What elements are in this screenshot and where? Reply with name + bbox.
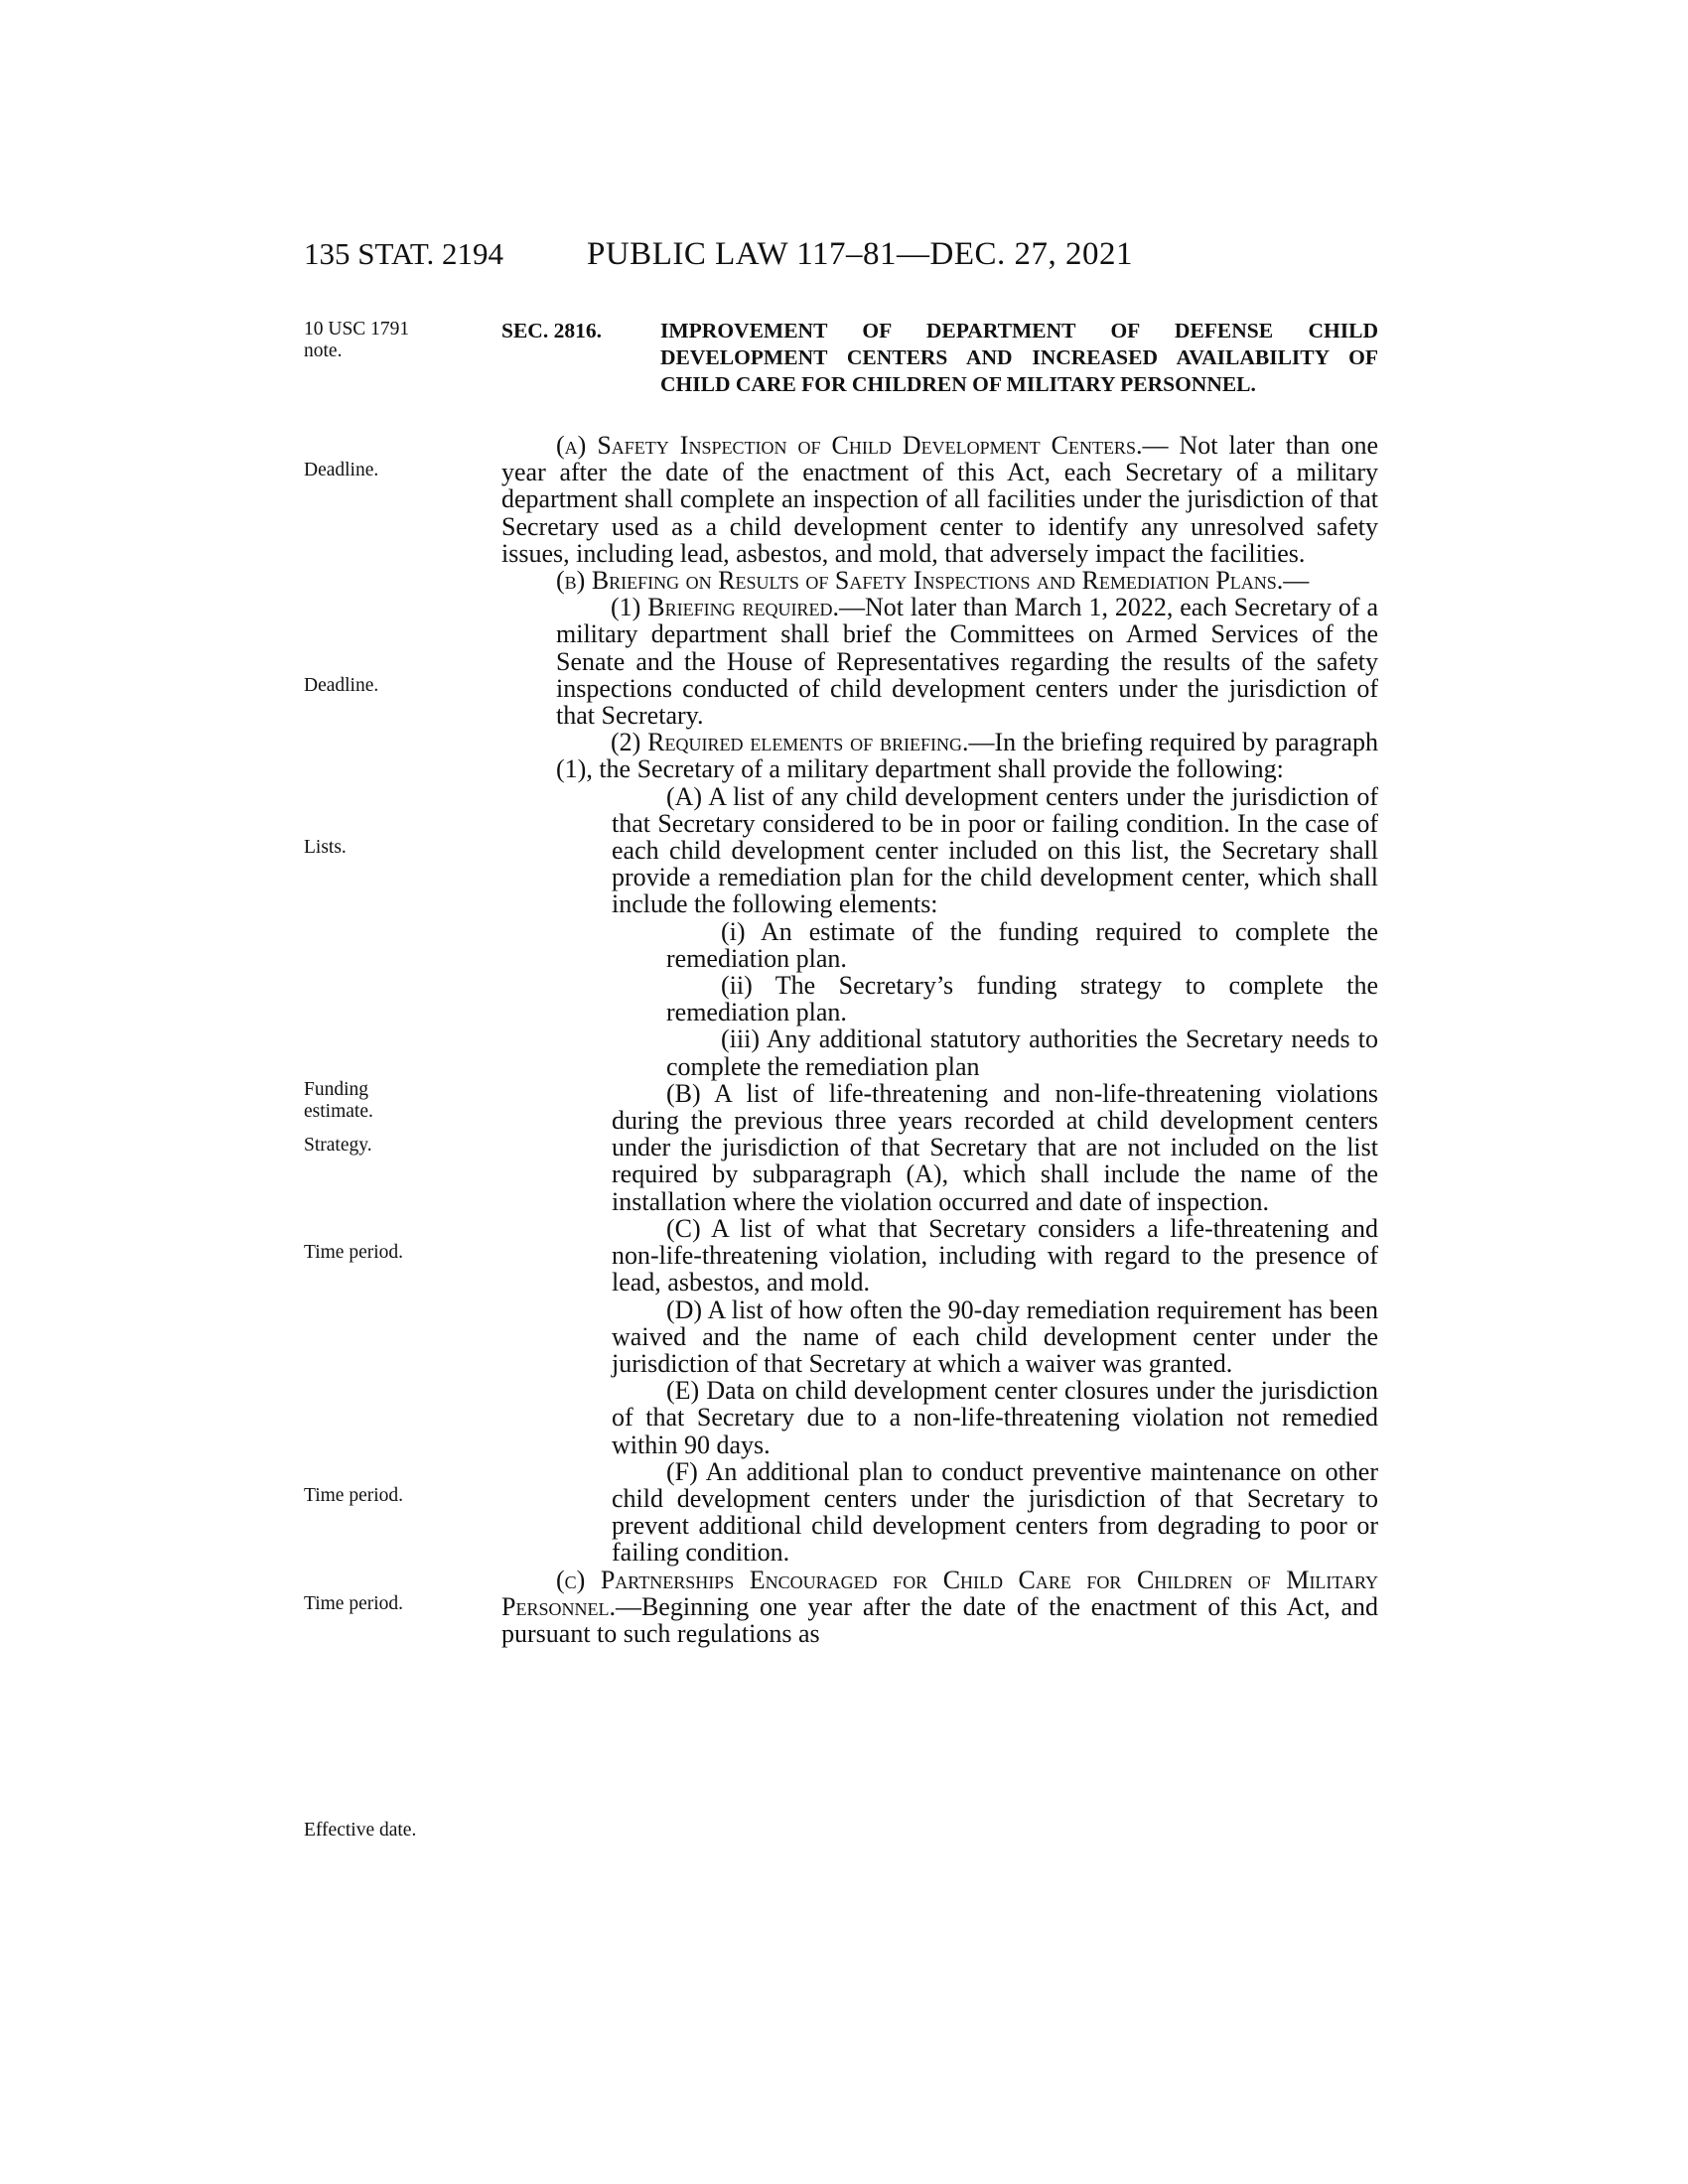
subparagraph-b: (B) A list of life-threatening and non-life-threatening violations during the previous three years recorded at child development centers under the jurisdiction of that Secretary that are not included on the list required by subparagraph (A), which shall include the name of the installation where the violation occurred and date of inspection. — [612, 1078, 1378, 1216]
subparagraph-e: (E) Data on child development center closures under the jurisdiction of that Secretary due to a non-life-threatening violation not remedied within 90 days. — [612, 1376, 1378, 1459]
subsection-a-text: Not later than one year after the date of the enactment of this Act, each Secretary of a military department shall complete an inspection of all facilities under the jurisdiction of that Secretary used as a child development center to identify any unresolved safety issues, including lead, asbestos, and mold, that adversely impact the facilities. — [501, 431, 1379, 568]
section-title: IMPROVEMENT OF DEPARTMENT OF DEFENSE CHILD DEVELOPMENT CENTERS AND INCREASED AVAILABILITY OF CHILD CARE FOR CHILDREN OF MILITARY PERSONNEL. — [660, 319, 1378, 396]
clause-iii: (iii) Any additional statutory authorities the Secretary needs to complete the remediation plan — [666, 1024, 1378, 1081]
subsection-c-text: —Beginning one year after the date of the enactment of this Act, and pursuant to such regulations as — [501, 1591, 1378, 1648]
subparagraph-d: (D) A list of how often the 90-day remediation requirement has been waived and the name of each child development center under the jurisdiction of that Secretary at which a waiver was granted. — [612, 1295, 1378, 1378]
margin-note-funding: Funding estimate. — [304, 1079, 373, 1122]
subsection-c — [501, 1567, 1378, 1648]
margin-note-effective-date: Effective date. — [304, 1820, 417, 1841]
margin-note-lists: Lists. — [304, 837, 347, 858]
margin-note-deadline: Deadline. — [304, 460, 379, 480]
margin-note-time-period: Time period. — [304, 1242, 404, 1263]
section-body — [501, 432, 1378, 1647]
public-law-title: PUBLIC LAW 117–81—DEC. 27, 2021 — [587, 236, 1134, 272]
subparagraph-f: (F) An additional plan to conduct preventive maintenance on other child development centers under the jurisdiction of that Secretary to prevent additional child development centers from degrading to poor or failing condition. — [612, 1456, 1378, 1568]
subparagraph-c: (C) A list of what that Secretary considers a life-threatening and non-life-threatening violation, including with regard to the presence of lead, asbestos, and mold. — [612, 1213, 1378, 1297]
section-number: SEC. 2816. — [501, 319, 602, 342]
paragraph-b1-text: —Not later than March 1, 2022, each Secretary of a military department shall brief the Committees on Armed Services of the Senate and the House of Representatives regarding the results of the safety inspections conducted of child development centers under the jurisdiction of that Secretary. — [556, 593, 1378, 731]
page-header — [304, 236, 1376, 286]
clause-i: (i) An estimate of the funding required to complete the remediation plan. — [666, 916, 1378, 973]
paragraph-b2-heading: (2) Required elements of briefing. — [611, 728, 969, 757]
margin-note-deadline: Deadline. — [304, 675, 379, 696]
subparagraph-a: (A) A list of any child development centers under the jurisdiction of that Secretary considered to be in poor or failing condition. In the case of each child development center included on this list, the Secretary shall provide a remediation plan for the child development center, which shall include the following elements: — [612, 781, 1378, 919]
statute-page-number: 135 STAT. 2194 — [304, 236, 504, 271]
margin-note-time-period: Time period. — [304, 1593, 404, 1614]
paragraph-b2 — [556, 729, 1378, 782]
section-heading — [501, 318, 1378, 396]
margin-note-time-period: Time period. — [304, 1485, 404, 1506]
subsection-c-heading: (c) Partnerships Encouraged for Child Care for Children of Military Personnel. — [501, 1565, 1378, 1621]
margin-note-usc: 10 USC 1791 note. — [304, 319, 410, 361]
subsection-a — [501, 432, 1378, 567]
paragraph-b1-heading: (1) Briefing required. — [611, 593, 839, 622]
paragraph-b2-text: —In the briefing required by paragraph (1), the Secretary of a military department shall provide the following: — [556, 728, 1378, 784]
subsection-b-heading: (b) Briefing on Results of Safety Inspections and Remediation Plans.— — [556, 566, 1310, 596]
subsection-a-heading: (a) Safety Inspection of Child Development Centers.— — [556, 431, 1169, 460]
margin-note-strategy: Strategy. — [304, 1135, 372, 1156]
paragraph-b1 — [556, 594, 1378, 729]
clause-ii: (ii) The Secretary’s funding strategy to complete the remediation plan. — [666, 971, 1378, 1027]
